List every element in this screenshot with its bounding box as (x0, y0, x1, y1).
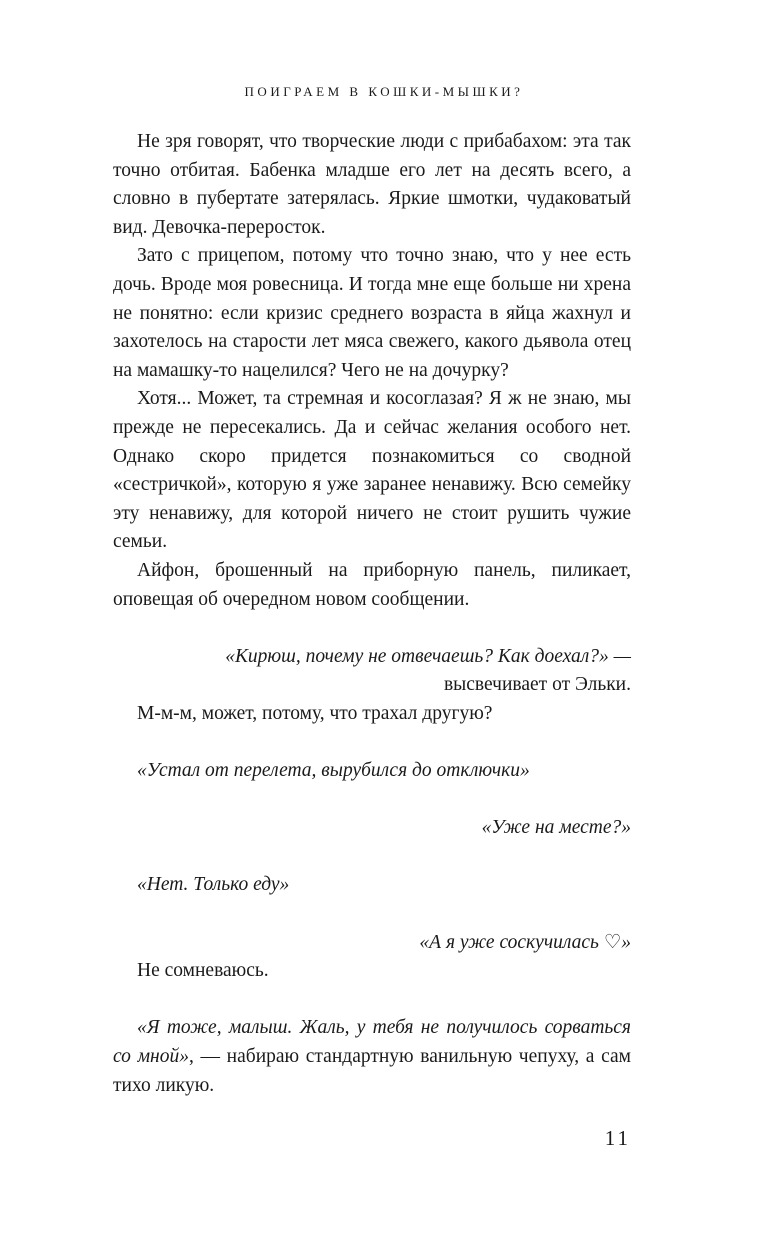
message-incoming: «А я уже соскучилась ♡» (419, 931, 631, 953)
message-quote: «Кирюш, почему не отвечаешь? Как доехал?» — (225, 645, 631, 667)
spacer (113, 843, 631, 872)
spacer (113, 614, 631, 643)
paragraph: М-м-м, может, потому, что трахал другую? (137, 702, 493, 724)
message-line (113, 643, 631, 672)
message-attribution: высвечивает от Эльки. (443, 674, 631, 696)
paragraph: Не зря говорят, что творческие люди с прибабахом: эта так точно отбитая. Бабенка младше его лет на десять всего, а словно в пубертате затерялась. Яркие шмотки, чудаковатый вид. Девочка-переросток. (113, 131, 631, 238)
page-number: 11 (604, 1126, 631, 1150)
paragraph (113, 1014, 631, 1100)
narration: , — набираю стандартную ванильную чепуху, а сам тихо ликую. (113, 1046, 632, 1096)
running-title: ПОИГРАЕМ В КОШКИ-МЫШКИ? (244, 84, 524, 99)
spacer (113, 900, 631, 929)
paragraph: Зато с прицепом, потому что точно знаю, что у нее есть дочь. Вроде моя ровесница. И тогда мне еще больше ни хрена не понятно: если кризис среднего возраста в яйца жахнул и захотелось на старости лет мяса свежего, какого дьявола отец на мамашку-то нацелился? Чего не на дочурку? (113, 245, 631, 381)
spacer (113, 728, 631, 757)
paragraph: Не сомневаюсь. (137, 960, 269, 982)
message-incoming: «Уже на месте?» (481, 817, 631, 839)
message-quote: «Я тоже, малыш. Жаль, у тебя не получилось сорваться со мной» (113, 1017, 631, 1067)
paragraph: Айфон, брошенный на приборную панель, пиликает, оповещая об очередном новом сообщении. (113, 559, 631, 610)
message-outgoing: «Нет. Только еду» (137, 874, 290, 896)
page-text (113, 128, 631, 1100)
message-outgoing: «Устал от перелета, вырубился до отключки» (137, 760, 530, 782)
paragraph: Хотя... Может, та стремная и косоглазая? Я ж не знаю, мы прежде не пересекались. Да и сейчас желания особого нет. Однако скоро придется познакомиться со сводной «сестричкой», которую я уже заранее ненавижу. Всю семейку эту ненавижу, для которой ничего не стоит рушить чужие семьи. (113, 388, 631, 553)
spacer (113, 786, 631, 815)
spacer (113, 986, 631, 1015)
